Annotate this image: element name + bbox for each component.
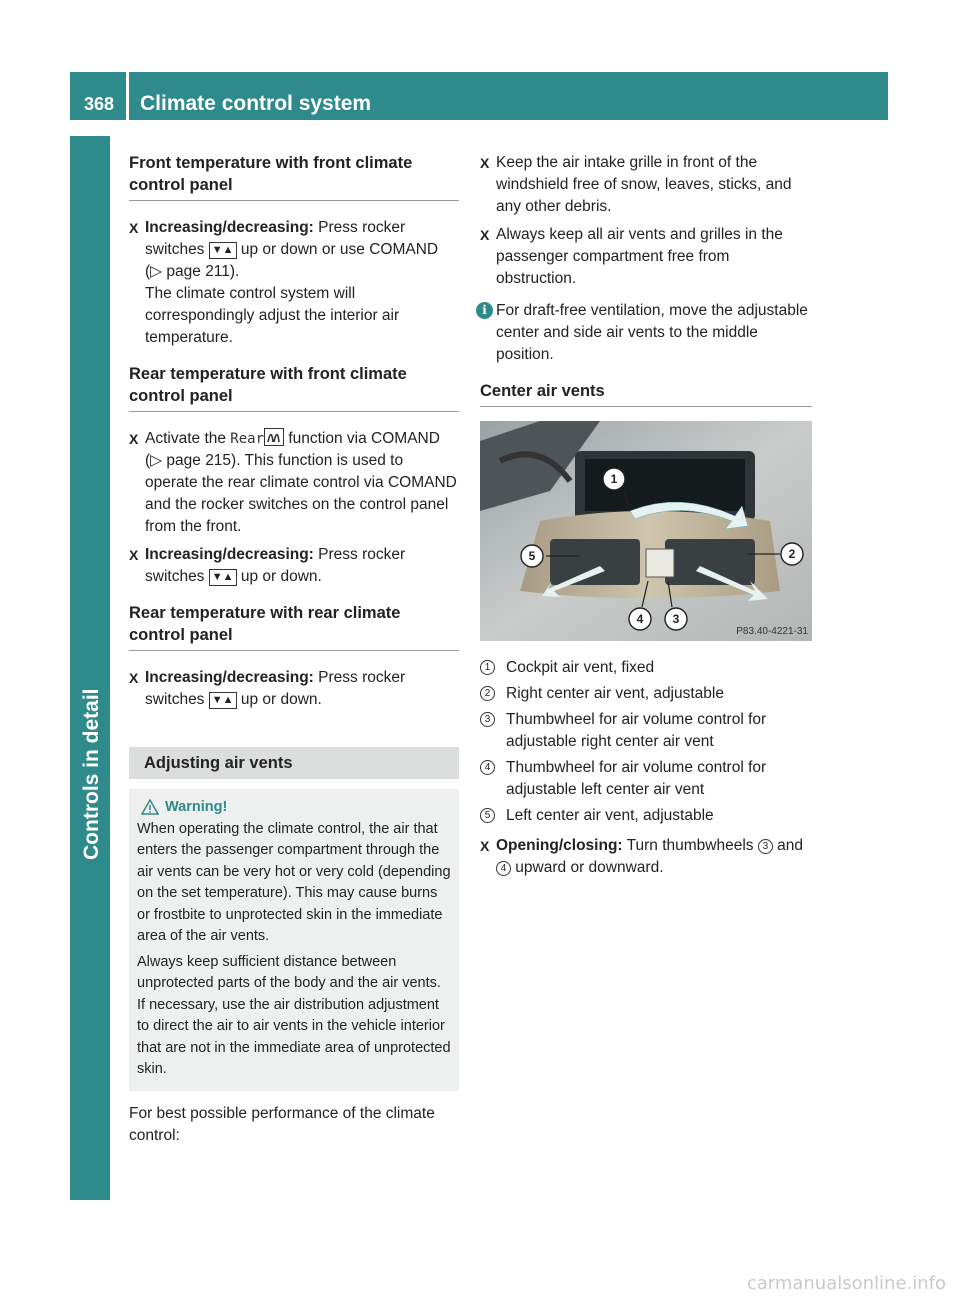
warning-box — [129, 789, 459, 1091]
caption-item — [480, 657, 812, 679]
rocker-switch-icon: ▼▲ — [209, 242, 237, 259]
caption-text: Thumbwheel for air volume control for adjustable right center air vent — [506, 711, 767, 750]
caption-list — [480, 657, 812, 827]
list-item: X Increasing/decreasing: Press rocker switches ▼▲ up or down. — [129, 669, 406, 708]
section-heading-rear-front: Rear temperature with front climate control panel — [129, 363, 459, 412]
caption-number: 5 — [480, 808, 495, 823]
warning-heading: Warning! — [137, 797, 451, 819]
right-column — [480, 152, 812, 885]
caption-text: Cockpit air vent, fixed — [506, 659, 655, 676]
callout-ref: 4 — [496, 861, 511, 876]
callout-5: 5 — [528, 549, 536, 563]
callout-ref: 3 — [758, 839, 773, 854]
left-column — [129, 152, 459, 1147]
display-text: Rear — [230, 431, 265, 447]
rocker-switch-icon: ▼▲ — [209, 569, 237, 586]
side-tab-label: Controls in detail — [80, 688, 103, 860]
bullet-marker: X — [129, 220, 139, 236]
caption-number: 3 — [480, 712, 495, 727]
list-item: X Activate the Rear function via COMAND (▷ page 215). This function is used to operate the rear climate control via COMAND and the rocker switches on the control panel from the front. — [129, 430, 457, 535]
page-number: 368 — [84, 94, 115, 114]
info-icon: i — [476, 302, 493, 319]
list-item: X Keep the air intake grille in front of the windshield free of snow, leaves, sticks, and any other debris. — [480, 154, 792, 215]
closing-paragraph: For best possible performance of the climate control: — [129, 1104, 435, 1144]
callout-2: 2 — [788, 547, 796, 561]
warning-paragraph: Always keep sufficient distance between unprotected parts of the body and the air vents. If necessary, use the air distribution adjustment to direct the air to air vents in the vehicle interior that are not in the immediate area of unprotected skin. — [137, 953, 451, 1077]
footer-watermark: carmanualsonline.info — [746, 1273, 946, 1294]
page-title: Climate control system — [140, 92, 372, 115]
caption-text: Right center air vent, adjustable — [506, 685, 724, 702]
caption-number: 1 — [480, 660, 495, 675]
callout-4: 4 — [636, 612, 644, 626]
section-title-air-vents: Adjusting air vents — [129, 747, 459, 779]
image-code: P83.40-4221-31 — [736, 626, 808, 637]
info-note: i For draft-free ventilation, move the adjustable center and side air vents to the middle position. — [480, 300, 812, 366]
list-item: X Always keep all air vents and grilles in the passenger compartment free from obstruction. — [480, 226, 783, 287]
center-air-vents-image — [480, 421, 812, 641]
section-heading-front-temp: Front temperature with front climate control panel — [129, 152, 459, 201]
header-divider — [126, 72, 129, 120]
rear-climate-icon — [264, 428, 284, 446]
caption-item — [480, 683, 812, 705]
page-ref-arrow-icon: ▷ — [150, 263, 163, 280]
dashboard-illustration — [480, 421, 812, 641]
side-tab-label-wrap — [80, 560, 120, 860]
warning-triangle-icon — [141, 799, 159, 815]
callout-1: 1 — [610, 472, 618, 486]
caption-item — [480, 709, 812, 753]
list-item: X Opening/closing: Turn thumbwheels 3 and 4 upward or downward. — [480, 837, 804, 876]
warning-paragraph: When operating the climate control, the air that enters the passenger compartment through the air vents can be very hot or very cold (depending on the set temperature). This may cause burns or frostbite to unprotected skin in the immediate area of the air vents. — [137, 820, 451, 944]
list-item: X Increasing/decreasing: Press rocker switches ▼▲ up or down or use COMAND (▷ page 211). The climate control system will correspondingly adjust the interior air temperature. — [129, 219, 439, 346]
caption-number: 2 — [480, 686, 495, 701]
caption-text: Left center air vent, adjustable — [506, 807, 714, 824]
caption-number: 4 — [480, 760, 495, 775]
section-heading-center-vents: Center air vents — [480, 380, 812, 407]
rocker-switch-icon: ▼▲ — [209, 692, 237, 709]
caption-item — [480, 805, 812, 827]
caption-item — [480, 757, 812, 801]
section-heading-rear-rear: Rear temperature with rear climate control panel — [129, 602, 459, 651]
callout-3: 3 — [672, 612, 680, 626]
list-item: X Increasing/decreasing: Press rocker switches ▼▲ up or down. — [129, 546, 406, 585]
caption-text: Thumbwheel for air volume control for adjustable left center air vent — [506, 759, 767, 798]
